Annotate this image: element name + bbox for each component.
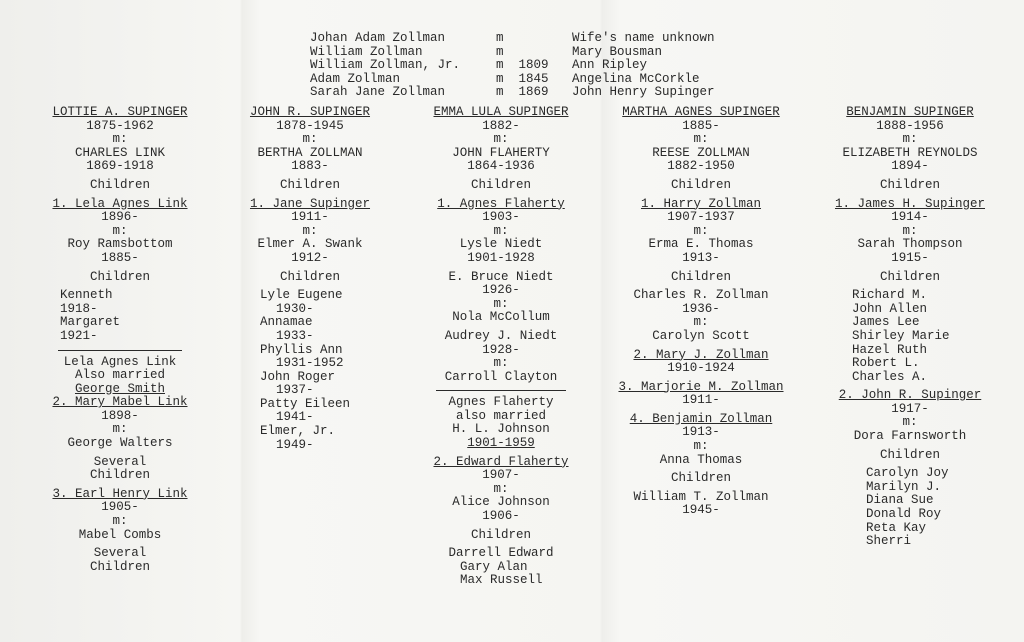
family-column-emma: EMMA LULA SUPINGER 1882- m: JOHN FLAHERTY 1864-1936 Children 1. Agnes Flaherty 1903- m: Lysle Niedt 1901-1928 E. Bruce Niedt 1926- m: Nola McCollum Audrey J. Niedt 1928- m: Carroll Clayton Agnes Flaherty also married H. L. Johnson 1901-1959 2. Edward Flaherty 1907- m: Alice Johnson 1906- Children Darrell Edward Gary Alan Max Russell [418, 106, 584, 588]
child-entry: 1. Agnes Flaherty [437, 196, 565, 211]
child-entry: 4. Benjamin Zollman [629, 411, 773, 426]
column-heading: LOTTIE A. SUPINGER [52, 105, 188, 119]
column-heading: JOHN R. SUPINGER [249, 105, 371, 119]
child-entry: 2. John R. Supinger [838, 388, 982, 403]
lineage-row: William Zollman m Mary Bousman [310, 44, 663, 59]
child-entry: 2. Mary J. Zollman [633, 347, 769, 362]
family-column-benjamin: BENJAMIN SUPINGER 1888-1956 m: ELIZABETH REYNOLDS 1894- Children 1. James H. Supinger 1914- m: Sarah Thompson 1915- Children Richard M. John Allen James Lee Shirley Marie Hazel Ruth Robert L. Charles A. 2. John R. Supinger 1917- m: Dora Farnsworth Children Carolyn Joy Marilyn J. Diana Sue Donald Roy Reta Kay Sherri [822, 106, 998, 549]
family-column-martha: MARTHA AGNES SUPINGER 1885- m: REESE ZOLLMAN 1882-1950 Children 1. Harry Zollman 1907-1937 m: Erma E. Thomas 1913- Children Charles R. Zollman 1936- m: Carolyn Scott 2. Mary J. Zollman 1910-1924 3. Marjorie M. Zollman 1911- 4. Benjamin Zollman 1913- m: Anna Thomas Children William T. Zollman 1945- [608, 106, 794, 518]
lineage-row: Sarah Jane Zollman m 1869 John Henry Supinger [310, 85, 715, 100]
column-heading: EMMA LULA SUPINGER [433, 105, 569, 119]
child-entry: 1. Lela Agnes Link [52, 196, 188, 211]
lineage-row: William Zollman, Jr. m 1809 Ann Ripley [310, 58, 648, 73]
child-entry: 3. Marjorie M. Zollman [618, 379, 784, 394]
family-column-john: JOHN R. SUPINGER 1878-1945 m: BERTHA ZOLLMAN 1883- Children 1. Jane Supinger 1911- m: Elmer A. Swank 1912- Children Lyle Eugene 1930- Annamae 1933- Phyllis Ann 1931-1952 John Roger 1937- Patty Eileen 1941- Elmer, Jr. 1949- [232, 106, 388, 452]
column-heading: MARTHA AGNES SUPINGER [622, 105, 780, 119]
child-entry: 2. Mary Mabel Link [52, 395, 188, 410]
child-entry: 1. James H. Supinger [834, 196, 986, 211]
child-entry: 1. Jane Supinger [249, 196, 371, 211]
family-column-lottie: LOTTIE A. SUPINGER 1875-1962 m: CHARLES LINK 1869-1918 Children 1. Lela Agnes Link 1896- m: Roy Ramsbottom 1885- Children Kenneth 1918- Margaret 1921- Lela Agnes Link Also married George Smith 2. Mary Mabel Link 1898- m: George Walters Several Children 3. Earl Henry Link 1905- m: Mabel Combs Several Children [40, 106, 200, 574]
child-entry: 1. Harry Zollman [640, 196, 762, 211]
child-entry: 2. Edward Flaherty [433, 454, 569, 469]
divider [436, 384, 566, 396]
lineage-row: Adam Zollman m 1845 Angelina McCorkle [310, 71, 700, 86]
divider [58, 344, 182, 356]
lineage-header [310, 32, 872, 100]
lineage-row: Johan Adam Zollman m Wife's name unknown [310, 31, 715, 45]
column-heading: BENJAMIN SUPINGER [846, 105, 974, 119]
child-entry: 3. Earl Henry Link [52, 486, 188, 501]
